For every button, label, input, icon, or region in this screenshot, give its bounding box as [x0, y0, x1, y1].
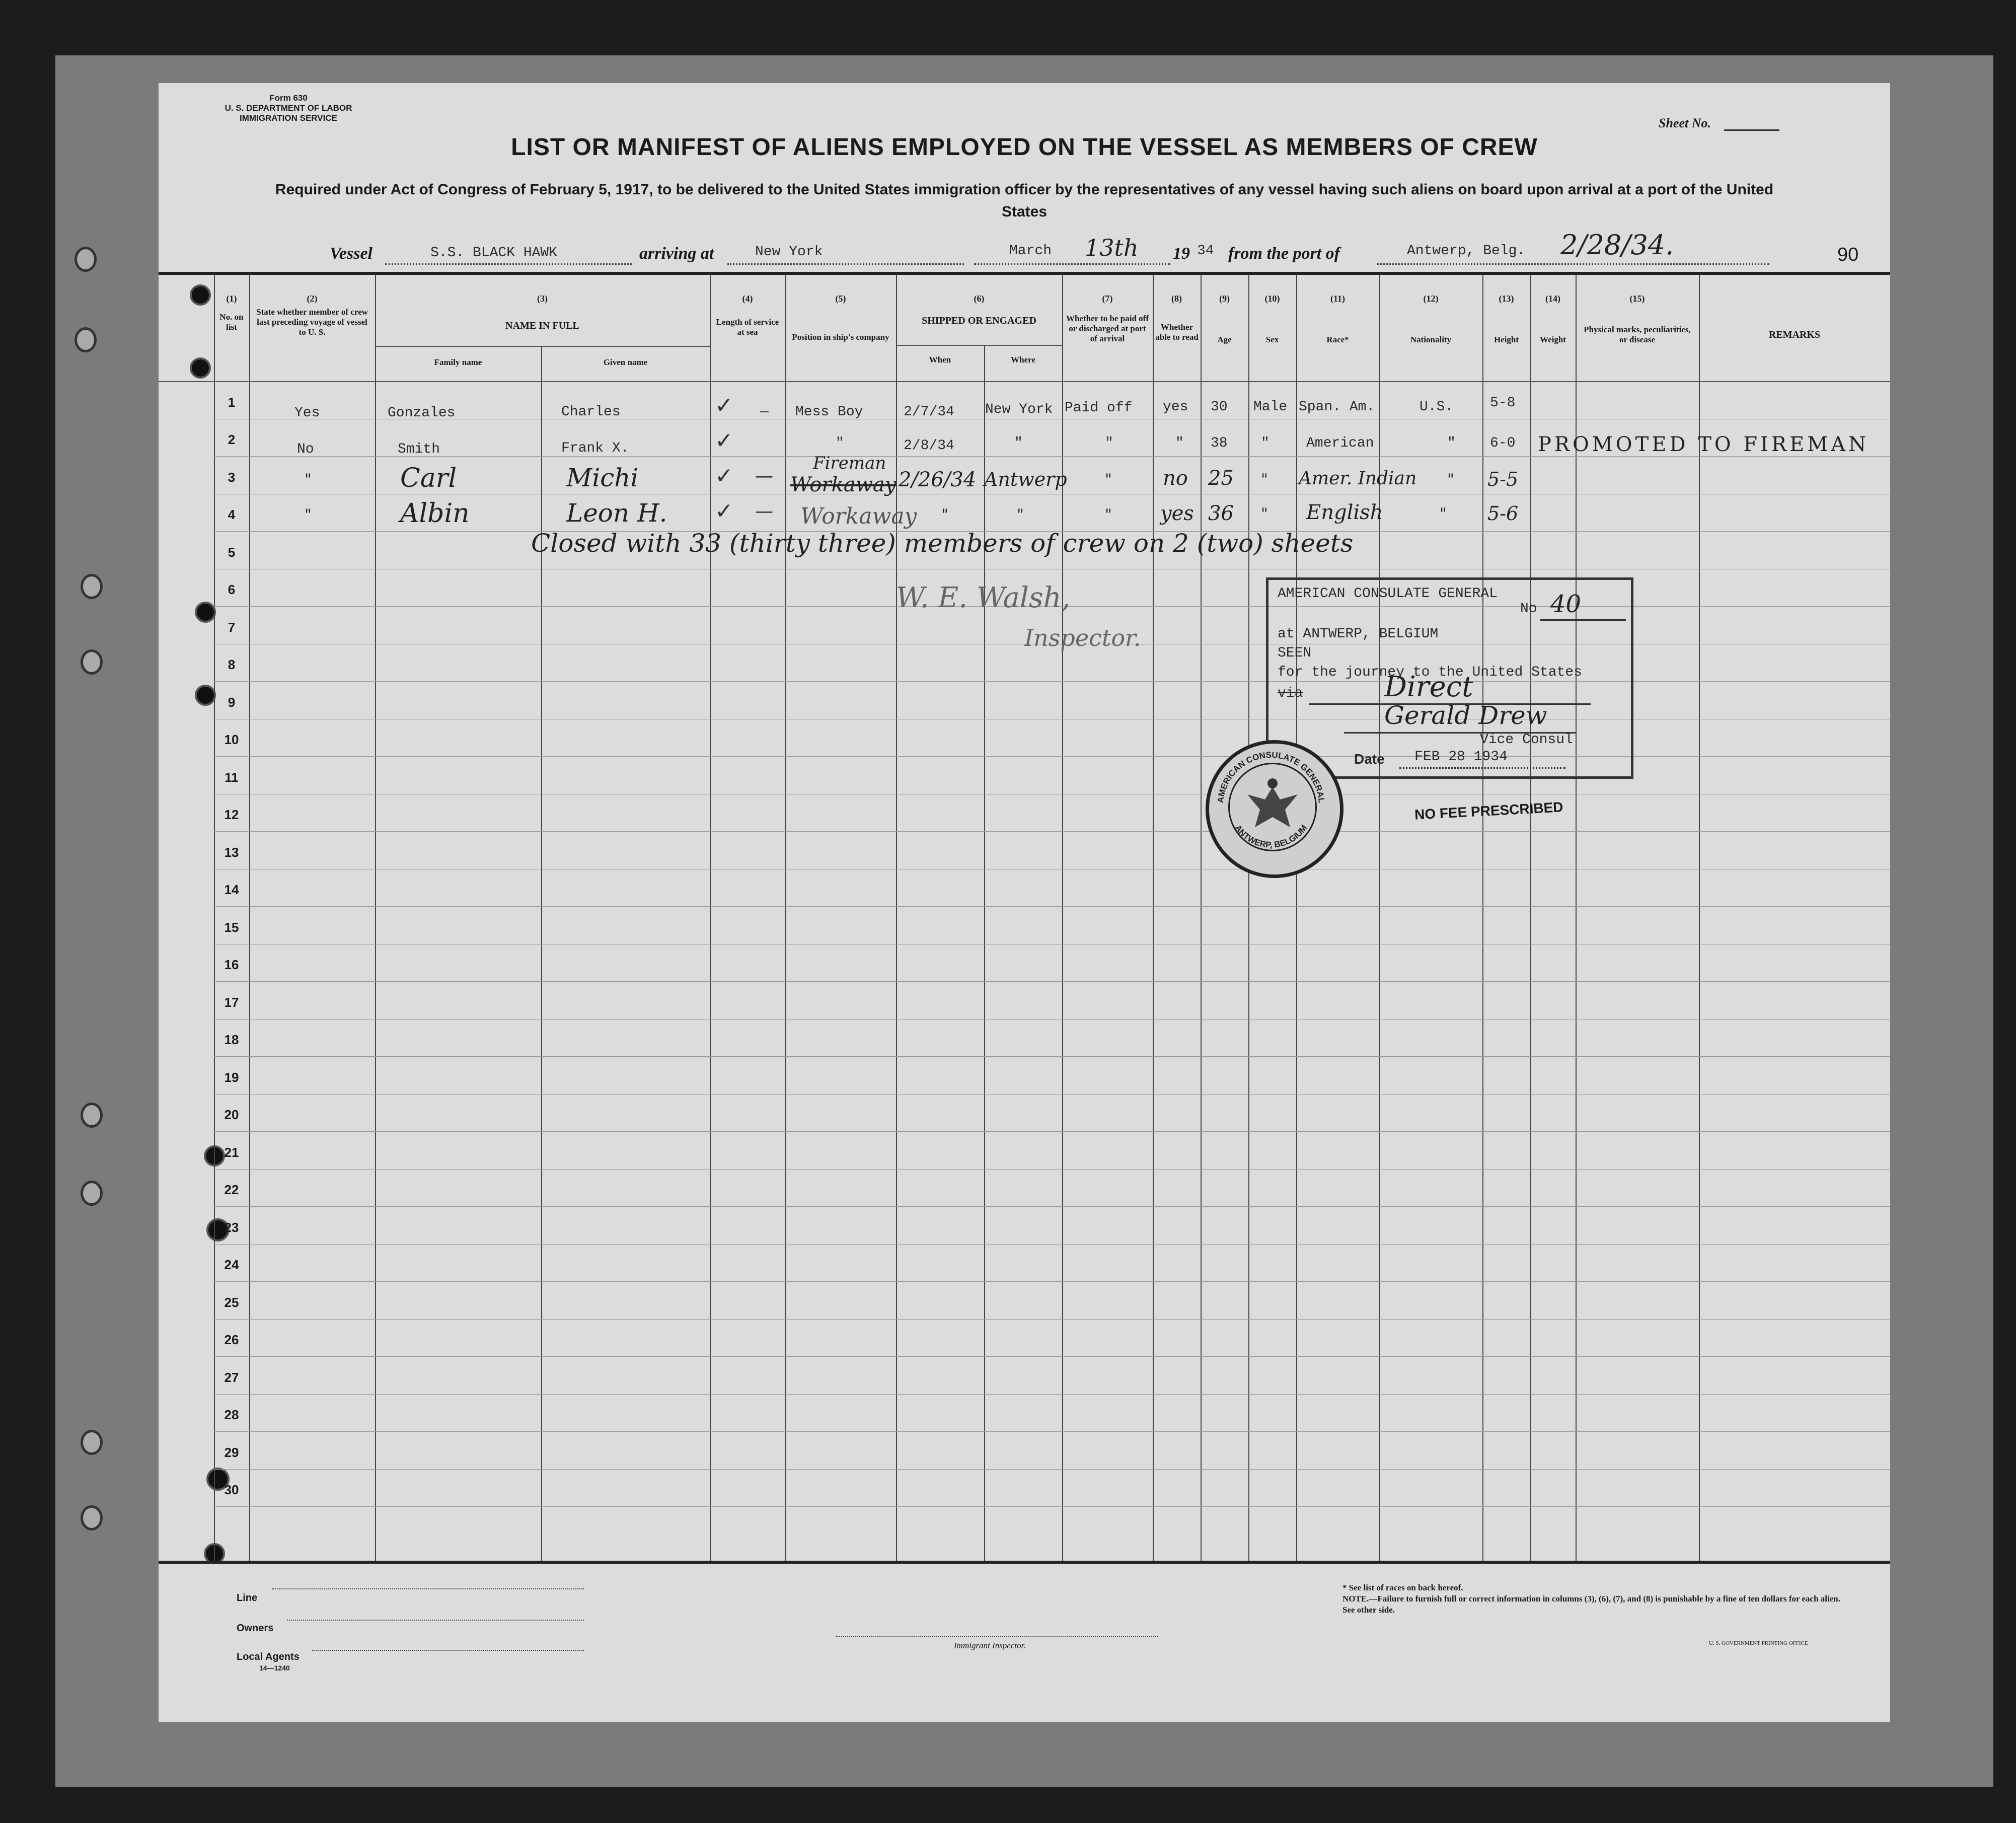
row1-read: yes	[1163, 399, 1188, 415]
seal-bottom-text: ANTWERP, BELGIUM	[1233, 823, 1309, 850]
row4-race: English	[1306, 501, 1383, 524]
col-divider	[1576, 274, 1577, 1561]
binder-hole	[81, 1505, 103, 1530]
row2-height: 6-0	[1490, 435, 1516, 451]
col-3-header: NAME IN FULL	[505, 320, 579, 331]
consulate-seal	[1206, 740, 1343, 878]
page-number: 90	[1837, 244, 1859, 265]
row1-family-name: Gonzales	[388, 405, 456, 421]
seal-outer-text: AMERICAN CONSULATE GENERAL	[1215, 750, 1326, 804]
col-divider	[1201, 274, 1202, 1561]
binder-hole	[74, 327, 97, 352]
row4-where: "	[1017, 506, 1024, 524]
no-fee-stamp: NO FEE PRESCRIBED	[1414, 799, 1564, 823]
row-number: 22	[224, 1182, 239, 1197]
row1-service-checkmark: ✓	[715, 393, 733, 418]
col-divider	[1296, 274, 1297, 1561]
col-5-header: Position in ship's company	[792, 332, 889, 342]
col-9-header: Age	[1217, 335, 1232, 344]
col-11-header: Race*	[1326, 335, 1349, 344]
col-divider	[1062, 274, 1063, 1561]
stamp-via-value: Direct	[1384, 671, 1473, 703]
row-rule	[214, 1056, 1890, 1057]
row-rule	[214, 1394, 1890, 1395]
stamp-location: at ANTWERP, BELGIUM	[1278, 626, 1439, 642]
sheet-number-line	[1724, 129, 1779, 131]
row2-nationality: "	[1447, 435, 1456, 451]
row-number: 25	[224, 1294, 239, 1310]
col-7-number: (7)	[1102, 294, 1113, 304]
row-number: 28	[224, 1407, 239, 1422]
from-port-label: from the port of	[1228, 244, 1340, 263]
row3-prev-voyage: "	[305, 471, 312, 488]
row2-service-checkmark: ✓	[715, 428, 733, 454]
row-number: 7	[228, 619, 236, 635]
from-port: Antwerp, Belg.	[1407, 243, 1526, 259]
row1-nationality: U.S.	[1420, 399, 1454, 415]
row-number: 10	[224, 732, 239, 747]
col-divider	[375, 274, 376, 1561]
row-rule	[214, 1356, 1890, 1357]
row-rule	[214, 831, 1890, 832]
stamp-number-line	[1540, 619, 1626, 621]
stamp-signature: Gerald Drew	[1384, 701, 1547, 730]
row-rule	[214, 1206, 1890, 1207]
col-12-header: Nationality	[1410, 335, 1452, 344]
printer-credit: U. S. GOVERNMENT PRINTING OFFICE	[1709, 1640, 1808, 1646]
row-rule	[214, 1319, 1890, 1320]
row4-age: 36	[1208, 502, 1234, 525]
inspector-signature-line	[836, 1636, 1158, 1637]
stamp-date-line	[1399, 767, 1565, 769]
row2-when: 2/8/34	[904, 438, 954, 454]
binder-hole	[81, 1430, 103, 1455]
row4-when: "	[941, 506, 948, 524]
year-prefix: 19	[1173, 244, 1190, 263]
owners-blank	[287, 1620, 584, 1621]
stamp-consulate-name: AMERICAN CONSULATE GENERAL	[1278, 586, 1498, 602]
row3-nationality: "	[1447, 471, 1454, 488]
table-top-rule	[159, 272, 1890, 275]
row1-age: 30	[1211, 399, 1228, 415]
closing-note: Closed with 33 (thirty three) members of crew on 2 (two) sheets	[531, 529, 1354, 558]
col-2-number: (2)	[307, 294, 318, 304]
row3-age: 25	[1208, 467, 1234, 490]
row-rule	[214, 1169, 1890, 1170]
arriving-port: New York	[755, 244, 823, 260]
row-rule	[214, 1431, 1890, 1432]
row-rule	[214, 756, 1890, 757]
row-number: 21	[224, 1144, 239, 1160]
row-number: 29	[224, 1444, 239, 1460]
stamp-date-label: Date	[1354, 751, 1385, 767]
stamp-number-label: No	[1520, 601, 1537, 617]
form-identifier	[213, 93, 364, 123]
col-divider	[785, 274, 786, 1561]
row4-position: Workaway	[800, 503, 917, 529]
row-rule	[214, 1094, 1890, 1095]
stamp-vice-consul: Vice Consul	[1480, 732, 1573, 748]
col-13-number: (13)	[1499, 294, 1514, 304]
row3-given-name: Michi	[566, 463, 639, 492]
binder-hole	[81, 574, 103, 599]
races-note: * See list of races on back hereof.	[1342, 1583, 1463, 1592]
owners-label: Owners	[237, 1623, 274, 1634]
seal-inner-ring	[1228, 763, 1317, 851]
row1-position: Mess Boy	[795, 404, 863, 420]
stamp-via-label: via	[1278, 686, 1303, 701]
row-rule	[214, 906, 1890, 907]
col-1-header: No. on list	[219, 312, 244, 332]
department-name: U. S. DEPARTMENT OF LABOR	[225, 103, 352, 113]
stamp-seen: SEEN	[1278, 645, 1312, 661]
row-number: 23	[224, 1219, 239, 1235]
row-number: 18	[224, 1032, 239, 1047]
row2-where: "	[1014, 435, 1023, 451]
row-number: 2	[228, 432, 236, 447]
col-9-number: (9)	[1219, 294, 1230, 304]
row4-prev-voyage: "	[305, 506, 312, 524]
row-number: 5	[228, 544, 236, 560]
row2-remarks: PROMOTED TO FIREMAN	[1538, 433, 1870, 456]
subheader-rule-shipped	[896, 345, 1062, 346]
row-number: 12	[224, 807, 239, 822]
row2-given-name: Frank X.	[561, 441, 629, 456]
row1-given-name: Charles	[561, 404, 621, 420]
col-15-header: Physical marks, peculiarities, or disease	[1584, 325, 1691, 344]
row-number: 20	[224, 1107, 239, 1122]
row-number: 8	[228, 657, 236, 672]
col-1-number: (1)	[226, 294, 237, 304]
punch-hole	[190, 284, 211, 306]
row3-where: Antwerp	[984, 468, 1067, 490]
col-6-number: (6)	[974, 294, 985, 304]
row-number: 24	[224, 1257, 239, 1272]
departure-date: 2/28/34.	[1560, 229, 1674, 261]
row-number: 16	[224, 957, 239, 972]
row4-height: 5-6	[1487, 502, 1519, 525]
vessel-label: Vessel	[330, 244, 372, 263]
inspector-title: Inspector.	[1024, 624, 1141, 651]
col-divider	[1248, 274, 1249, 1561]
col-3-number: (3)	[537, 294, 548, 304]
row2-age: 38	[1211, 435, 1228, 451]
row3-race: Amer. Indian	[1299, 468, 1417, 489]
local-agents-blank	[312, 1650, 584, 1651]
col-10-header: Sex	[1265, 335, 1279, 344]
local-agents-label: Local Agents	[237, 1651, 300, 1662]
form-code: 14—1240	[259, 1664, 290, 1672]
col-divider	[1482, 274, 1483, 1561]
col-12-number: (12)	[1423, 294, 1439, 304]
row-number: 13	[224, 844, 239, 860]
penalty-note: NOTE.—Failure to furnish full or correct information in columns (3), (6), (7), and (8) is punishable by a fine of ten dollars for each alien. See other side.	[1342, 1594, 1840, 1615]
subheader-rule-name	[375, 346, 710, 347]
row3-paid-off: "	[1105, 471, 1112, 488]
form-subtitle: Required under Act of Congress of February 5, 1917, to be delivered to the United States immigration officer by the representatives of any vessel having such aliens on board upon arrival at a port of the United States	[275, 181, 1774, 220]
row-rule	[214, 1469, 1890, 1470]
row3-read: no	[1163, 467, 1188, 490]
row-number: 9	[228, 694, 236, 710]
row4-service: —	[755, 501, 773, 522]
arrival-day: 13th	[1085, 234, 1139, 261]
row2-paid-off: "	[1105, 435, 1113, 451]
vessel-name: S.S. BLACK HAWK	[430, 245, 558, 261]
col-8-number: (8)	[1171, 294, 1182, 304]
header-bottom-rule	[159, 381, 1890, 382]
row-number: 27	[224, 1369, 239, 1385]
binder-hole	[81, 649, 103, 675]
row-rule	[214, 981, 1890, 982]
family-name-header: Family name	[434, 357, 482, 367]
col-divider	[214, 274, 215, 1561]
row3-position: Fireman	[813, 453, 886, 473]
row-number: 6	[228, 582, 236, 597]
row3-service-checkmark: ✓	[715, 463, 733, 489]
row-number: 15	[224, 919, 239, 935]
date-line-dots	[974, 263, 1170, 265]
row4-paid-off: "	[1105, 506, 1112, 524]
row1-prev-voyage: Yes	[294, 405, 320, 421]
punch-hole	[190, 357, 211, 379]
row4-family-name: Albin	[400, 498, 470, 529]
col-10-number: (10)	[1264, 294, 1280, 304]
col-5-number: (5)	[835, 294, 846, 304]
row-rule	[214, 681, 1890, 682]
table-bottom-rule	[159, 1561, 1890, 1564]
binder-hole	[81, 1103, 103, 1128]
row-rule	[214, 1506, 1890, 1507]
manifest-form	[159, 83, 1890, 1722]
punch-hole	[195, 685, 216, 706]
row-rule	[214, 1281, 1890, 1282]
row-number: 11	[225, 769, 239, 785]
col-8-header: Whether able to read	[1155, 322, 1199, 342]
row3-when: 2/26/34	[899, 468, 977, 491]
arrival-month: March	[1009, 243, 1052, 259]
row-number: 30	[224, 1482, 239, 1497]
row-number: 4	[228, 507, 236, 522]
col-13-header: Height	[1494, 335, 1519, 344]
row2-sex: "	[1261, 435, 1270, 451]
row4-nationality: "	[1440, 505, 1447, 523]
col-divider	[1699, 274, 1700, 1561]
arriving-line-dots	[727, 263, 964, 265]
row1-service: —	[760, 404, 769, 420]
form-title: LIST OR MANIFEST OF ALIENS EMPLOYED ON THE VESSEL AS MEMBERS OF CREW	[511, 134, 1538, 161]
binder-hole	[81, 1181, 103, 1206]
arriving-label: arriving at	[639, 244, 714, 263]
col-divider	[541, 346, 542, 1561]
col-divider	[984, 345, 985, 1561]
punch-hole	[195, 602, 216, 623]
row3-service: —	[755, 466, 773, 486]
row1-paid-off: Paid off	[1065, 400, 1133, 416]
row-number: 17	[224, 994, 239, 1010]
row1-when: 2/7/34	[904, 404, 954, 420]
row1-race: Span. Am.	[1299, 399, 1375, 415]
from-line-dots	[1377, 263, 1769, 265]
col-11-number: (11)	[1330, 294, 1345, 304]
vessel-line-dots	[385, 263, 632, 265]
stamp-date-value: FEB 28 1934	[1414, 749, 1508, 765]
col-14-header: Weight	[1540, 335, 1566, 344]
row-rule	[214, 456, 1890, 457]
col-4-header: Length of service at sea	[716, 317, 779, 337]
col-divider	[1379, 274, 1380, 1561]
row2-prev-voyage: No	[297, 442, 314, 457]
row4-read: yes	[1160, 502, 1194, 525]
col-divider	[710, 274, 711, 1561]
row-number: 3	[228, 469, 236, 485]
row2-family-name: Smith	[398, 442, 440, 457]
row4-given-name: Leon H.	[566, 498, 667, 528]
when-header: When	[929, 355, 951, 364]
col-4-number: (4)	[742, 294, 753, 304]
row-rule	[214, 1244, 1890, 1245]
stamp-number-value: 40	[1550, 590, 1582, 618]
row4-service-checkmark: ✓	[715, 498, 733, 524]
row1-where: New York	[985, 402, 1053, 417]
row3-position-struck: Workaway	[790, 473, 897, 496]
row-number: 19	[224, 1069, 239, 1085]
binder-hole	[74, 247, 97, 272]
service-name: IMMIGRATION SERVICE	[240, 113, 337, 123]
row3-family-name: Carl	[400, 463, 457, 493]
row3-sex: "	[1261, 471, 1268, 488]
col-15-number: (15)	[1629, 294, 1645, 304]
sheet-number-label: Sheet No.	[1659, 116, 1711, 130]
row-number: 1	[228, 394, 236, 410]
row1-sex: Male	[1253, 399, 1288, 415]
form-number: Form 630	[269, 93, 308, 103]
col-divider	[249, 274, 250, 1561]
col-divider	[1153, 274, 1154, 1561]
col-2-header: State whether member of crew last preceding voyage of vessel to U. S.	[256, 307, 368, 337]
inspector-signature: W. E. Walsh,	[896, 581, 1071, 614]
row-number: 14	[224, 882, 239, 897]
col-divider	[1530, 274, 1531, 1561]
immigrant-inspector-label: Immigrant Inspector.	[954, 1641, 1026, 1650]
row2-position: "	[836, 435, 844, 451]
year-suffix: 34	[1197, 243, 1214, 259]
col-6-header: SHIPPED OR ENGAGED	[922, 315, 1036, 326]
row4-sex: "	[1261, 505, 1268, 523]
col-7-header: Whether to be paid off or discharged at port of arrival	[1066, 314, 1149, 343]
eagle-emblem-icon	[1230, 764, 1315, 850]
where-header: Where	[1011, 355, 1035, 364]
line-blank	[272, 1588, 584, 1589]
row2-race: American	[1306, 435, 1374, 451]
row-rule	[214, 1131, 1890, 1132]
row-number: 26	[224, 1332, 239, 1347]
stamp-journey: for the journey to the United States	[1278, 665, 1582, 680]
remarks-header: REMARKS	[1768, 329, 1821, 340]
row3-height: 5-5	[1487, 468, 1519, 490]
row1-height: 5-8	[1490, 395, 1516, 411]
col-divider	[896, 274, 897, 1561]
row2-read: "	[1175, 435, 1184, 451]
col-14-number: (14)	[1545, 294, 1560, 304]
line-label: Line	[237, 1592, 258, 1603]
given-name-header: Given name	[603, 357, 648, 367]
